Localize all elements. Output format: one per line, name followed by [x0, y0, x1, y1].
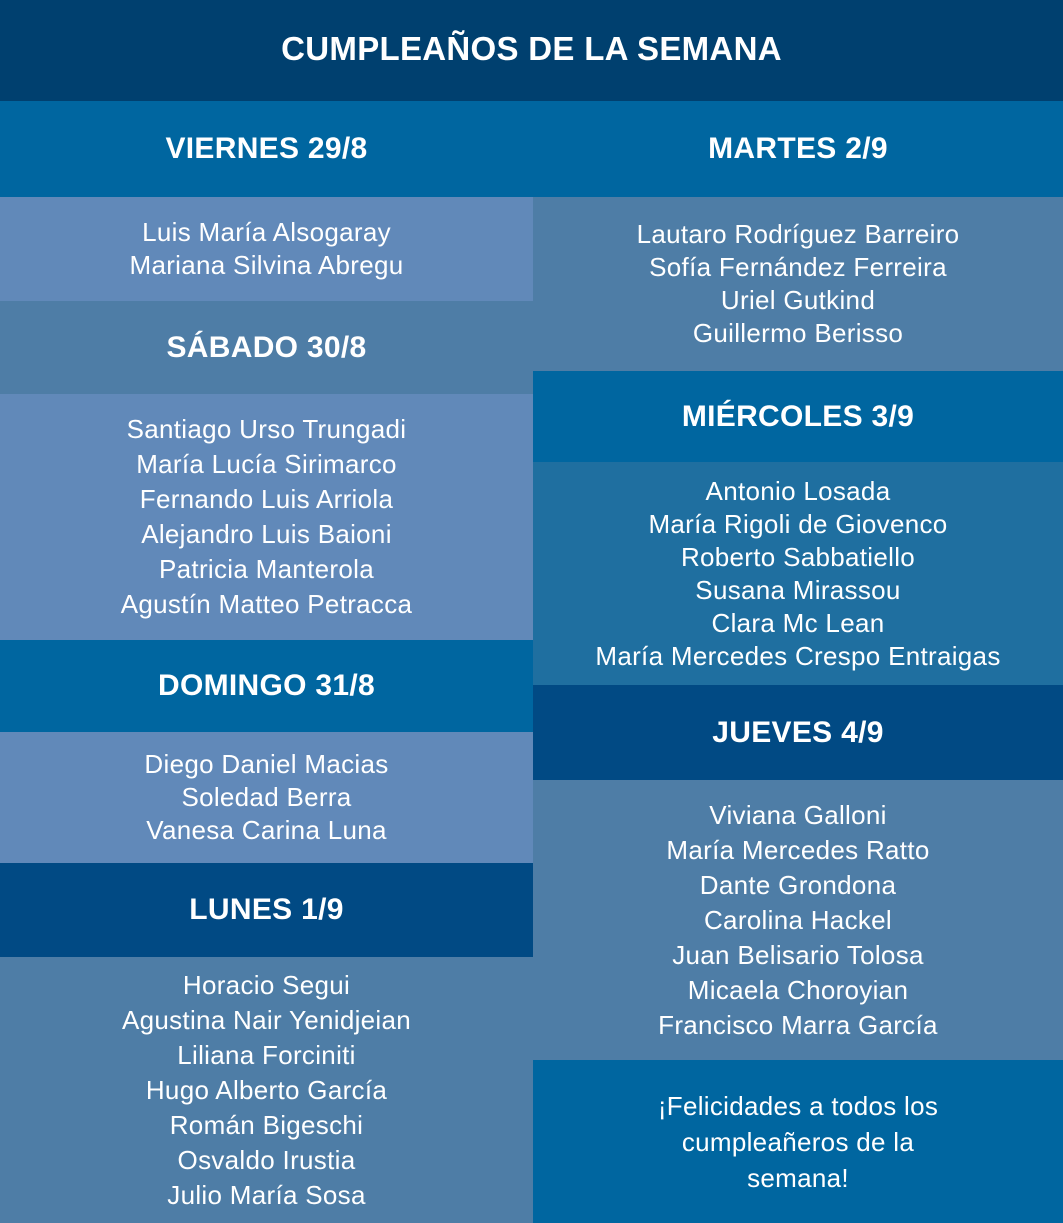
day-header-miercoles: MIÉRCOLES 3/9: [533, 371, 1063, 462]
name-item: Carolina Hackel: [703, 904, 893, 935]
day-names-sabado: [0, 394, 533, 640]
name-item: Julio María Sosa: [167, 1179, 366, 1210]
name-item: Susana Mirassou: [695, 574, 901, 605]
name-item: Mariana Silvina Abregu: [129, 250, 404, 280]
day-names-lunes: [0, 957, 533, 1223]
name-item: Liliana Forciniti: [177, 1039, 356, 1070]
closing-line: cumpleañeros de la: [681, 1126, 915, 1157]
name-item: Agustina Nair Yenidjeian: [121, 1004, 412, 1035]
day-header-martes: MARTES 2/9: [533, 101, 1063, 197]
name-item: María Rigoli de Giovenco: [648, 508, 948, 539]
day-header-domingo: DOMINGO 31/8: [0, 640, 533, 732]
name-item: Hugo Alberto García: [145, 1074, 388, 1105]
name-item: Fernando Luis Arriola: [139, 484, 394, 514]
day-names-viernes: [0, 197, 533, 301]
name-item: Uriel Gutkind: [720, 285, 876, 315]
name-item: Guillermo Berisso: [692, 318, 904, 348]
name-item: Micaela Choroyian: [687, 974, 909, 1005]
closing-line: ¡Felicidades a todos los: [657, 1090, 939, 1121]
closing-message: [533, 1060, 1063, 1223]
name-item: Francisco Marra García: [658, 1009, 938, 1040]
name-item: Agustín Matteo Petracca: [120, 589, 413, 619]
name-item: Antonio Losada: [705, 475, 891, 506]
day-names-miercoles: [533, 462, 1063, 685]
day-names-domingo: [0, 732, 533, 863]
name-item: Román Bigeschi: [169, 1109, 364, 1140]
name-item: Sofía Fernández Ferreira: [649, 252, 947, 282]
name-item: Clara Mc Lean: [711, 607, 885, 638]
name-item: Santiago Urso Trungadi: [126, 414, 407, 444]
name-item: Horacio Segui: [182, 969, 351, 1000]
name-item: Patricia Manterola: [159, 554, 374, 584]
name-item: María Mercedes Ratto: [666, 834, 930, 865]
name-item: Roberto Sabbatiello: [680, 541, 916, 572]
name-item: Luis María Alsogaray: [142, 217, 391, 247]
day-header-lunes: LUNES 1/9: [0, 863, 533, 957]
name-item: Viviana Galloni: [709, 799, 887, 830]
day-names-jueves: [533, 780, 1063, 1060]
name-item: Lautaro Rodríguez Barreiro: [636, 219, 960, 249]
page-title: CUMPLEAÑOS DE LA SEMANA: [281, 30, 782, 67]
name-item: Diego Daniel Macias: [144, 749, 389, 779]
name-item: Dante Grondona: [699, 869, 897, 900]
name-item: Soledad Berra: [181, 782, 352, 812]
closing-line: semana!: [747, 1162, 849, 1193]
day-header-viernes: VIERNES 29/8: [0, 101, 533, 197]
title-banner: [0, 0, 1063, 101]
day-header-sabado: SÁBADO 30/8: [0, 301, 533, 394]
name-item: María Lucía Sirimarco: [136, 449, 397, 479]
name-item: Juan Belisario Tolosa: [672, 939, 924, 970]
name-item: Osvaldo Irustia: [177, 1144, 356, 1175]
name-item: Vanesa Carina Luna: [146, 815, 387, 845]
name-item: Alejandro Luis Baioni: [141, 519, 392, 549]
day-header-jueves: JUEVES 4/9: [533, 685, 1063, 780]
name-item: María Mercedes Crespo Entraigas: [595, 640, 1001, 671]
day-names-martes: [533, 197, 1063, 371]
